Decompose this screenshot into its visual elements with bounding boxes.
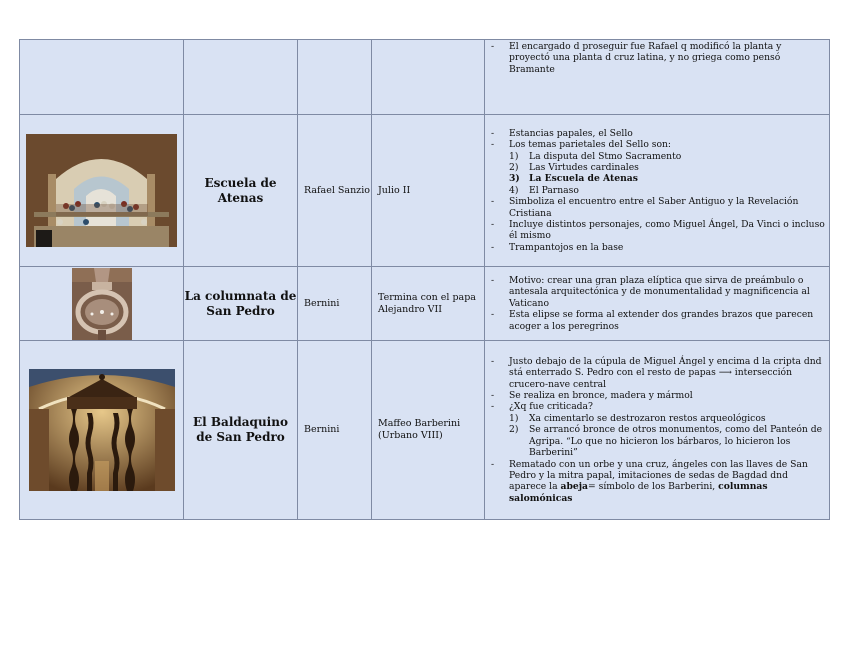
notes-cell — [485, 341, 830, 520]
image-cell — [20, 40, 184, 115]
fresco-sublist — [489, 151, 825, 197]
notes-cell — [485, 115, 830, 267]
author-cell: Rafael Sanzio — [298, 115, 372, 267]
title-cell: La columnata de San Pedro — [184, 267, 298, 341]
note-item: - Estancias papales, el Sello — [489, 128, 825, 139]
author-cell: Bernini — [298, 341, 372, 520]
sublist-item: 1) La disputa del Stmo Sacramento — [509, 150, 682, 162]
table-row — [20, 267, 830, 341]
image-cell — [20, 267, 184, 341]
notes-cell — [485, 267, 830, 341]
table-row — [20, 341, 830, 520]
note-item: - Simboliza el encuentro entre el Saber Antiguo y la Revelación Cristiana — [489, 196, 825, 219]
school-of-athens-image — [26, 134, 177, 247]
patron-cell: Maffeo Barberini (Urbano VIII) — [372, 341, 485, 520]
patron-cell: Julio II — [372, 115, 485, 267]
note-item: - Los temas parietales del Sello son: — [489, 139, 825, 150]
table-row — [20, 40, 830, 115]
note-item: - El encargado d proseguir fue Rafael q modificó la planta y proyectó una planta d cruz latina, y no griega como pensó Bramante — [489, 41, 825, 75]
note-item: - Se realiza en bronce, madera y mármol — [489, 390, 825, 401]
note-item: - Justo debajo de la cúpula de Miguel Ángel y encima d la cripta dnd stá enterrado S. Pedro con el resto de papas ⟶ intersección crucero-nave central — [489, 356, 825, 390]
criticism-sublist — [489, 413, 825, 459]
note-item: - Incluye distintos personajes, como Miguel Ángel, Da Vinci o incluso él mismo — [489, 219, 825, 242]
title-cell: El Baldaquino de San Pedro — [184, 341, 298, 520]
author-cell — [298, 40, 372, 115]
note-item: - ¿Xq fue criticada? — [489, 401, 825, 412]
title-cell: Escuela de Atenas — [184, 115, 298, 267]
notes-cell — [485, 40, 830, 115]
note-item: - Esta elipse se forma al extender dos grandes brazos que parecen acoger a los peregrinos — [489, 309, 825, 332]
note-item: - Motivo: crear una gran plaza elíptica que sirva de preámbulo o antesala arquitectónica y de monumentalidad y magnificencia al Vaticano — [489, 275, 825, 309]
sublist-item: 2) Las Virtudes cardinales — [509, 161, 639, 173]
st-peters-square-image — [72, 268, 132, 340]
note-item: - Rematado con un orbe y una cruz, ángeles con las llaves de San Pedro y la mitra papal, imitaciones de sedas de Bagdad dnd aparece la abeja= símbolo de los Barberini, columnas salomónicas — [489, 459, 825, 505]
baldachin-image — [29, 369, 175, 491]
image-cell — [20, 115, 184, 267]
sublist-item: 3) La Escuela de Atenas — [509, 173, 638, 185]
sublist-item: 1) Xa cimentarlo se destrozaron restos arqueológicos — [509, 412, 766, 424]
title-cell — [184, 40, 298, 115]
image-cell — [20, 341, 184, 520]
note-item: - Trampantojos en la base — [489, 242, 825, 253]
patron-cell — [372, 40, 485, 115]
artworks-table — [19, 39, 830, 520]
table-row — [20, 115, 830, 267]
sublist-item: 2) Se arrancó bronce de otros monumentos, como del Panteón de Agripa. “Lo que no hicieron los bárbaros, lo hicieron los Barberini” — [509, 424, 823, 459]
sublist-item: 4) El Parnaso — [509, 184, 579, 196]
patron-cell: Termina con el papa Alejandro VII — [372, 267, 485, 341]
author-cell: Bernini — [298, 267, 372, 341]
